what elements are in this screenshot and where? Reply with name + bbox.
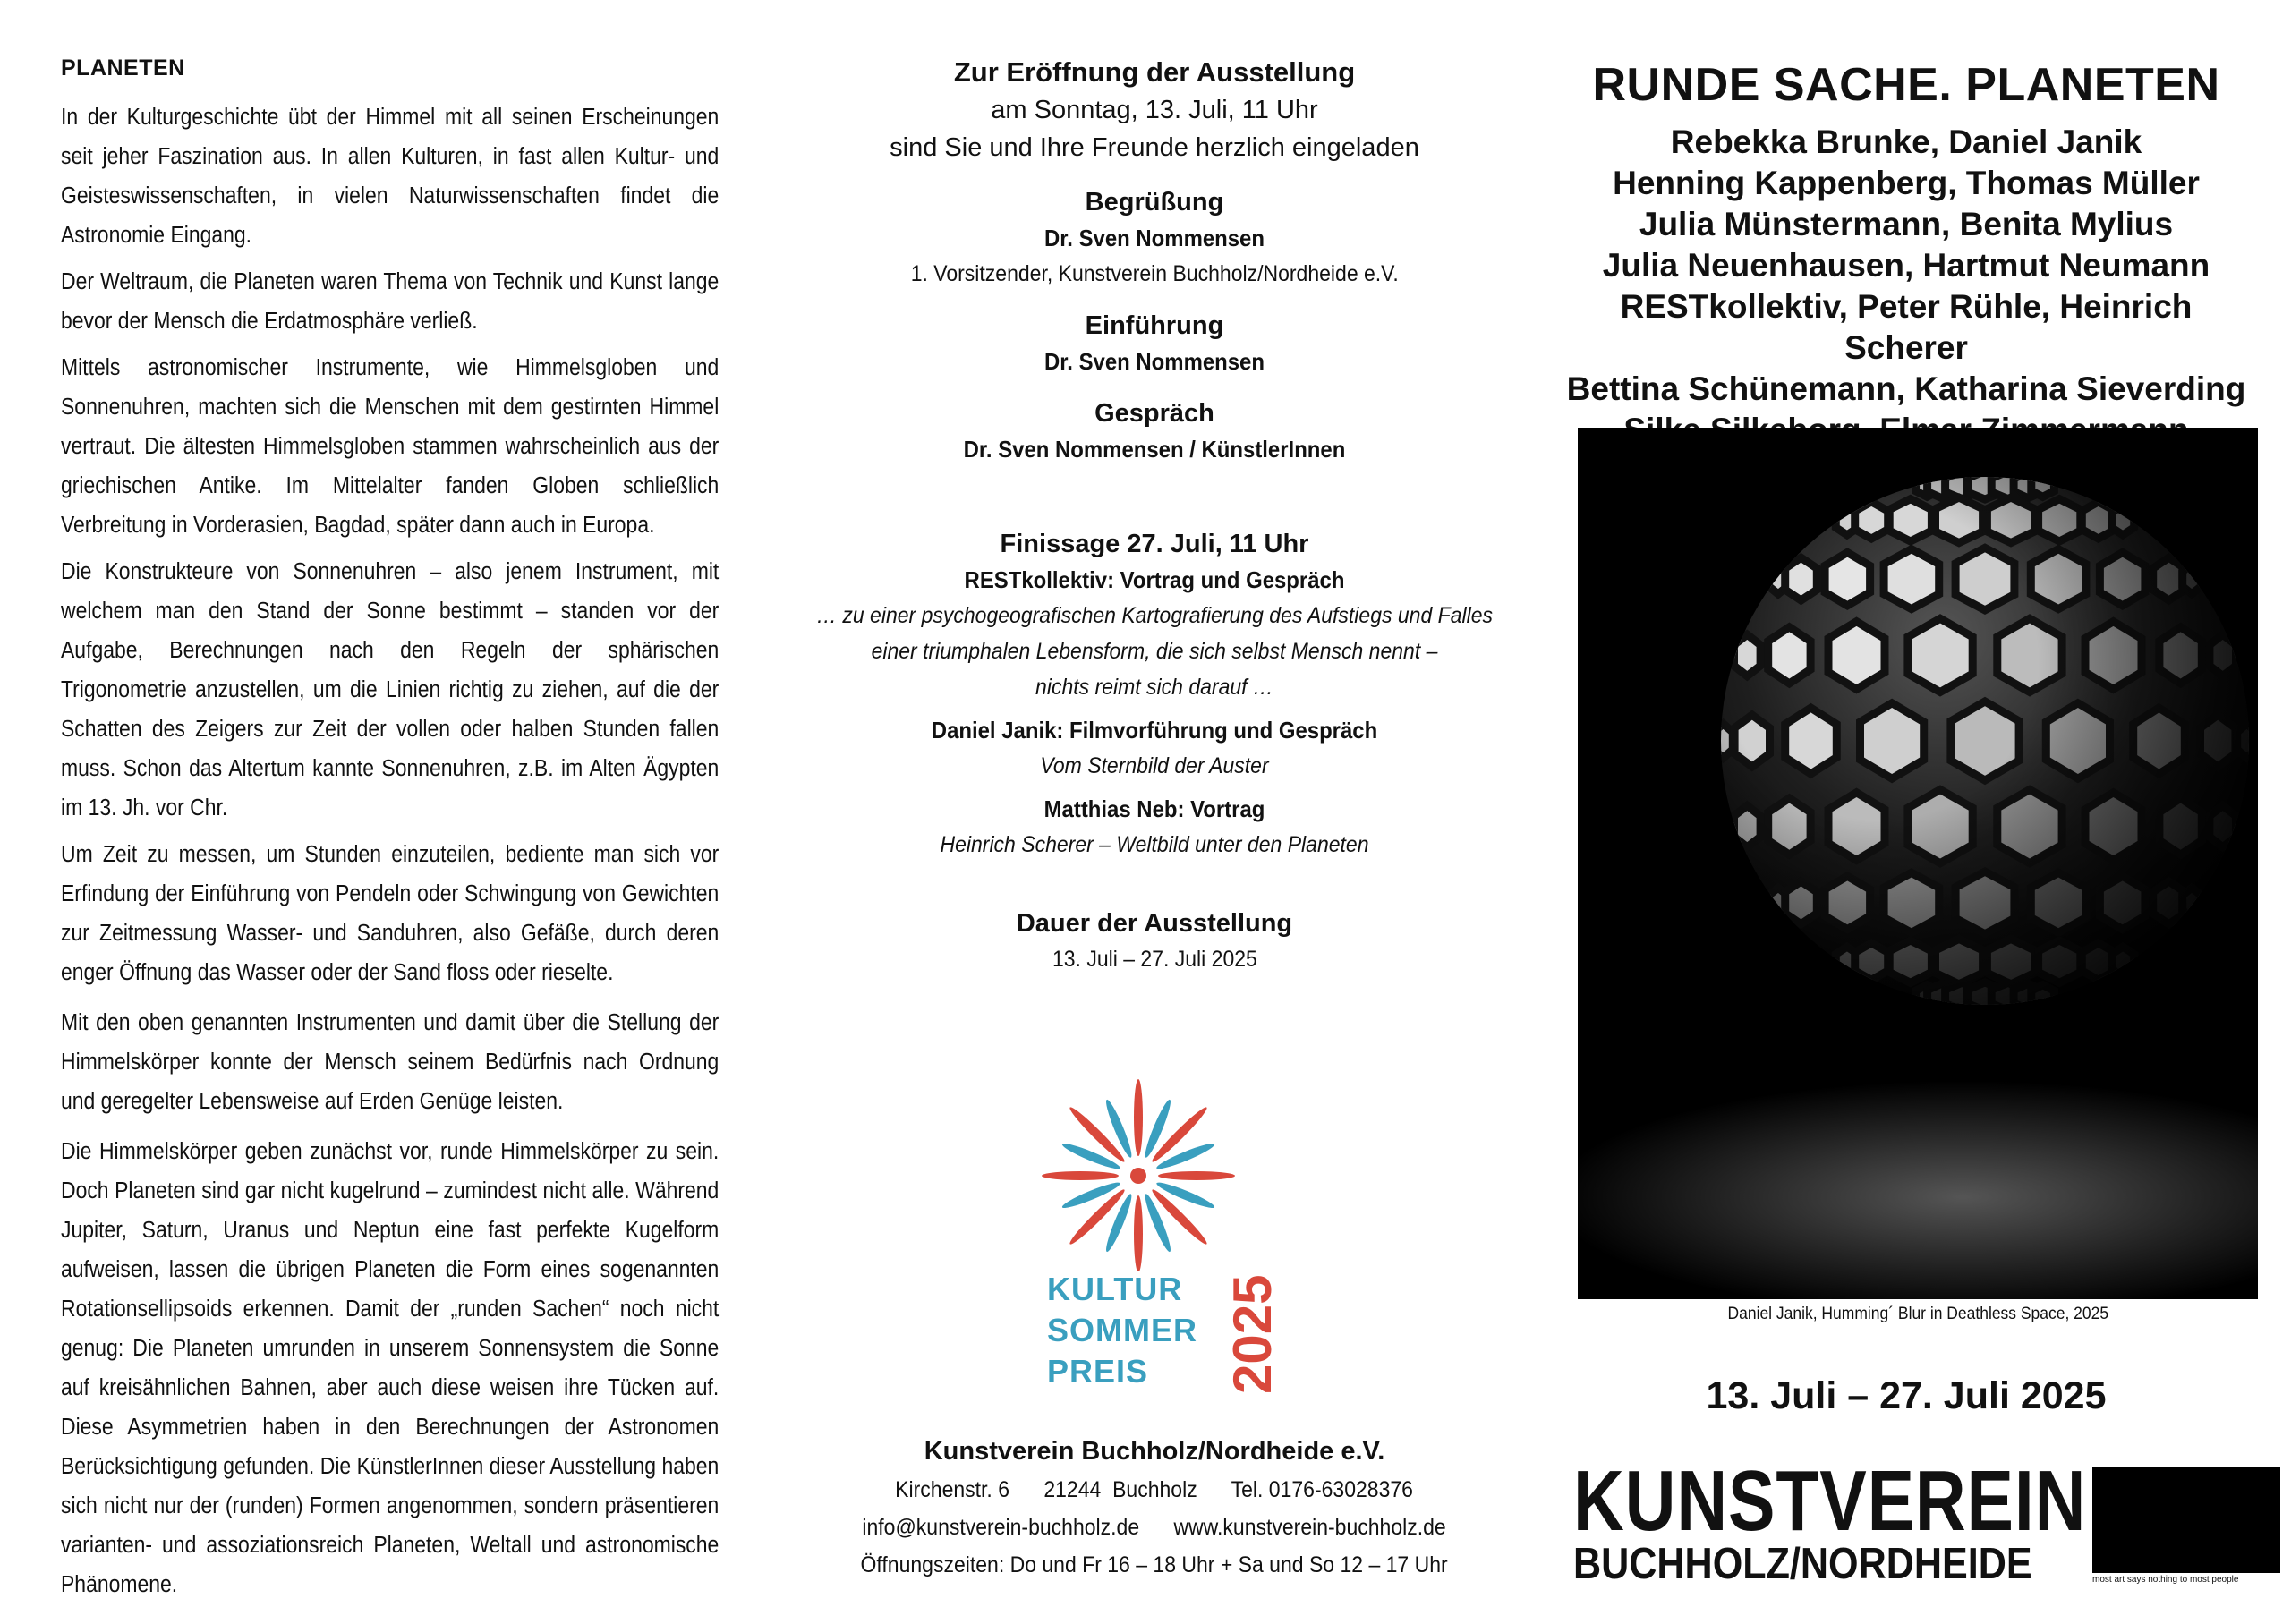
opening-date: am Sonntag, 13. Juli, 11 Uhr — [991, 96, 1318, 124]
welcome-name: Dr. Sven Nommensen — [1044, 225, 1265, 251]
exhibition-dates: 13. Juli – 27. Juli 2025 — [1706, 1374, 2107, 1417]
welcome-title: Begrüßung — [1085, 188, 1224, 217]
artwork-caption: Daniel Janik, Humming´ Blur in Deathless Space, 2025 — [1727, 1305, 2108, 1323]
duration-title: Dauer der Ausstellung — [1016, 909, 1293, 938]
welcome-role: 1. Vorsitzender, Kunstverein Buchholz/Nordheide e.V. — [910, 261, 1399, 286]
kunstverein-logo-square — [2092, 1467, 2280, 1573]
artist-line: Bettina Schünemann, Katharina Sieverding — [1566, 370, 2246, 407]
essay-paragraph: Der Weltraum, die Planeten waren Thema von Technik und Kunst lange bevor der Mensch die Erdatmosphäre verließ. — [61, 269, 720, 334]
duration-dates: 13. Juli – 27. Juli 2025 — [1052, 947, 1257, 972]
club-name: Kunstverein Buchholz/Nordheide e.V. — [924, 1437, 1385, 1466]
neb-text: Heinrich Scherer – Weltbild unter den Planeten — [940, 832, 1369, 857]
exhibition-title: RUNDE SACHE. PLANETEN — [1592, 59, 2220, 111]
artist-line: Rebekka Brunke, Daniel Janik — [1670, 123, 2142, 160]
essay-paragraph: In der Kulturgeschichte übt der Himmel mit all seinen Erscheinungen seit jeher Faszination aus. In allen Kulturen, in fast allen Kultur- und Geisteswissenschaften, in vielen Naturwissenschaften findet die Astronomie Eingang. — [61, 105, 720, 248]
rest-title: RESTkollektiv: Vortrag und Gespräch — [964, 566, 1345, 593]
artist-line: RESTkollektiv, Peter Rühle, Heinrich Scherer — [1620, 288, 2193, 366]
kultursommerpreis-logo — [1020, 1065, 1280, 1405]
artist-line: Henning Kappenberg, Thomas Müller — [1613, 165, 2200, 201]
essay-paragraph: Die Konstrukteure von Sonnenuhren – also jenem Instrument, mit welchem man den Stand der Sonne bestimmt – standen vor der Aufgabe, Berechnungen nach den Regeln der sphärischen Trigonometrie anzustellen, um die Linien richtig zu ziehen, auf die der Schatten des Zeigers zur Zeit der vollen oder halben Stunden fallen muss. Schon das Altertum kannte Sonnenuhren, z.B. im Alten Ägypten im 13. Jh. vor Chr. — [61, 559, 720, 821]
opening-invite: sind Sie und Ihre Freunde herzlich eingeladen — [890, 133, 1419, 162]
kunstverein-logo-place: BUCHHOLZ/NORDHEIDE — [1573, 1540, 2032, 1588]
logo-year — [1215, 1260, 1296, 1394]
intro-name: Dr. Sven Nommensen — [1044, 348, 1265, 375]
artist-line: Julia Münstermann, Benita Mylius — [1639, 206, 2174, 242]
essay-paragraph: Mit den oben genannten Instrumenten und damit über die Stellung der Himmelskörper konnte der Mensch seinem Bedürfnis nach Ordnung und geregelter Lebensweise auf Erden Genüge leisten. — [61, 1010, 720, 1114]
janik-text: Vom Sternbild der Auster — [1040, 753, 1269, 778]
essay-paragraph: Um Zeit zu messen, um Stunden einzuteilen, bediente man sich vor Erfindung der Einführung von Pendeln oder Schwingung von Gewichten zur Zeitmessung Wasser- und Sanduhren, also Gefäße, durch deren enger Öffnung das Wasser oder der Sand floss oder rieselte. — [61, 842, 720, 985]
essay-column — [61, 55, 719, 1611]
club-address: Kirchenstr. 6 21244 Buchholz Tel. 0176-63028376 — [895, 1477, 1414, 1502]
neb-title: Matthias Neb: Vortrag — [1043, 795, 1265, 822]
essay-paragraph: Mittels astronomischer Instrumente, wie Himmelsgloben und Sonnenuhren, machten sich die Menschen mit dem gestirnten Himmel vertraut. Die ältesten Himmelsgloben stammen wahrscheinlich aus der griechischen Antike. Im Mittelalter fanden Globen schließlich Verbreitung in Vorderasien, Bagdad, später dann auch in Europa. — [61, 355, 720, 538]
rest-text: einer triumphalen Lebensform, die sich selbst Mensch nennt – — [871, 639, 1438, 664]
talk-title: Gespräch — [1094, 399, 1214, 428]
logo-words — [1047, 1269, 1197, 1392]
logo-word-preis: PREIS — [1047, 1353, 1149, 1390]
program-column — [779, 54, 1530, 977]
essay-heading: PLANETEN — [61, 55, 185, 81]
svg-text:2025: 2025 — [1222, 1274, 1282, 1394]
kunstverein-logo-word: KUNSTVEREIN — [1573, 1453, 2087, 1549]
janik-title: Daniel Janik: Filmvorführung und Gespräch — [931, 717, 1378, 744]
sunburst-icon — [1020, 1065, 1280, 1271]
logo-word-kultur: KULTUR — [1047, 1271, 1183, 1307]
finissage-title: Finissage 27. Juli, 11 Uhr — [1000, 530, 1309, 558]
talk-name: Dr. Sven Nommensen / KünstlerInnen — [963, 436, 1346, 463]
essay-paragraph: Die Himmelskörper geben zunächst vor, runde Himmelskörper zu sein. Doch Planeten sind gar nicht kugelrund – zumindest nicht alle. Während Jupiter, Saturn, Uranus und Neptun eine fast perfekte Kugelform aufweisen, lassen die übrigen Planeten die Form eines sogenannten Rotationsellipsoids erkennen. Damit der „runden Sachen“ noch nicht genug: Die Planeten umrunden in unserem Sonnensystem die Sonne auf kreisähnlichen Bahnen, aber auch diese weisen ihre Tücken auf. Diese Asymmetrien haben in den Berechnungen der Astronomen Berücksichtigung gefunden. Die KünstlerInnen dieser Ausstellung haben sich nicht nur der (runden) Formen angenommen, sondern präsentieren varianten- und assoziationsreich Planeten, Weltall und astronomische Phänomene. — [61, 1139, 720, 1597]
rest-text: … zu einer psychogeografischen Kartografierung des Aufstiegs und Falles — [815, 603, 1494, 628]
cover-column — [1562, 54, 2251, 451]
kunstverein-tagline: most art says nothing to most people — [2092, 1575, 2239, 1585]
artwork-photo — [1578, 428, 2258, 1299]
club-web[interactable]: info@kunstverein-buchholz.de www.kunstverein-buchholz.de — [862, 1515, 1447, 1540]
logo-word-sommer: SOMMER — [1047, 1312, 1197, 1348]
rest-text: nichts reimt sich darauf … — [1035, 675, 1273, 700]
club-hours: Öffnungszeiten: Do und Fr 16 – 18 Uhr + Sa und So 12 – 17 Uhr — [860, 1552, 1449, 1577]
club-contact — [779, 1432, 1530, 1584]
artist-line: Julia Neuenhausen, Hartmut Neumann — [1602, 247, 2210, 284]
opening-title: Zur Eröffnung der Ausstellung — [953, 56, 1356, 88]
intro-title: Einführung — [1085, 311, 1224, 340]
